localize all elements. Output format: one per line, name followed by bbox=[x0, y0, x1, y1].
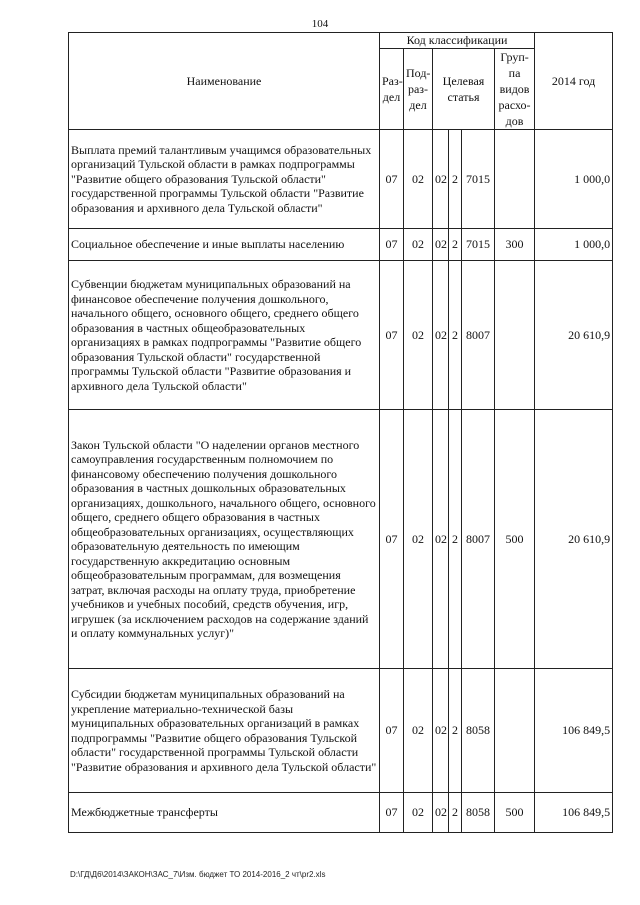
row-razdel: 07 bbox=[380, 669, 404, 793]
table-row bbox=[69, 229, 613, 261]
row-podrazdel: 02 bbox=[404, 669, 433, 793]
row-name: Межбюджетные трансферты bbox=[69, 793, 380, 833]
row-podrazdel: 02 bbox=[404, 261, 433, 410]
row-group bbox=[495, 261, 535, 410]
row-razdel: 07 bbox=[380, 261, 404, 410]
row-target-c: 8007 bbox=[462, 261, 495, 410]
row-group: 300 bbox=[495, 229, 535, 261]
header-classification: Код классификации bbox=[380, 33, 535, 49]
row-target-b: 2 bbox=[449, 410, 462, 669]
row-name: Выплата премий талантливым учащимся образовательных организаций Тульской области в рамках подпрограммы "Развитие общего образования Тульской области" государственной программы Тульской области "Развитие образования и архивного дела Тульской области" bbox=[69, 130, 380, 229]
row-target-a: 02 bbox=[433, 669, 449, 793]
row-target-b: 2 bbox=[449, 261, 462, 410]
row-razdel: 07 bbox=[380, 410, 404, 669]
header-name: Наименование bbox=[69, 33, 380, 130]
row-target-b: 2 bbox=[449, 669, 462, 793]
row-target-b: 2 bbox=[449, 130, 462, 229]
row-name: Закон Тульской области "О наделении органов местного самоуправления государственным полномочием по финансовому обеспечению получения дошкольного образования в частных дошкольных образовательных организациях, дошкольного, начального общего, основного общего, среднего общего образования в частных общеобразовательных организациях, осуществляющих образовательную деятельность по имеющим государственную аккредитацию основным общеобразовательным программам, для возмещения затрат, включая расходы на оплату труда, приобретение учебников и учебных пособий, средств обучения, игр, игрушек (за исключением расходов на содержание зданий и оплату коммунальных услуг)" bbox=[69, 410, 380, 669]
row-amount: 1 000,0 bbox=[535, 229, 613, 261]
row-amount: 20 610,9 bbox=[535, 410, 613, 669]
row-target-c: 8058 bbox=[462, 669, 495, 793]
table-row bbox=[69, 261, 613, 410]
row-podrazdel: 02 bbox=[404, 130, 433, 229]
row-target-a: 02 bbox=[433, 130, 449, 229]
row-name: Субвенции бюджетам муниципальных образований на финансовое обеспечение получения дошкольного, начального общего, основного общего, среднего общего образования в частных общеобразовательных организациях в рамках подпрограммы "Развитие общего образования Тульской области" государственной программы Тульской области "Развитие образования и архивного дела Тульской области" bbox=[69, 261, 380, 410]
table-row bbox=[69, 410, 613, 669]
row-group: 500 bbox=[495, 410, 535, 669]
table-row bbox=[69, 130, 613, 229]
row-target-a: 02 bbox=[433, 229, 449, 261]
row-target-a: 02 bbox=[433, 410, 449, 669]
row-target-b: 2 bbox=[449, 793, 462, 833]
table-row bbox=[69, 669, 613, 793]
row-amount: 106 849,5 bbox=[535, 669, 613, 793]
header-group: Груп- па видов расхо- дов bbox=[495, 49, 535, 130]
row-amount: 106 849,5 bbox=[535, 793, 613, 833]
row-target-a: 02 bbox=[433, 793, 449, 833]
row-group: 500 bbox=[495, 793, 535, 833]
header-target: Целевая статья bbox=[433, 49, 495, 130]
row-target-a: 02 bbox=[433, 261, 449, 410]
row-podrazdel: 02 bbox=[404, 410, 433, 669]
row-amount: 1 000,0 bbox=[535, 130, 613, 229]
row-podrazdel: 02 bbox=[404, 793, 433, 833]
file-path-footer: D:\ГД\Д6\2014\ЗАКОН\ЗАС_7\Изм. бюджет ТО 2014-2016_2 чт\pr2.xls bbox=[70, 870, 326, 879]
row-razdel: 07 bbox=[380, 229, 404, 261]
row-group bbox=[495, 669, 535, 793]
row-name: Субсидии бюджетам муниципальных образований на укрепление материально-технической базы муниципальных образовательных организаций в рамках подпрограммы "Развитие общего образования Тульской области" государственной программы Тульской области "Развитие образования и архивного дела Тульской области" bbox=[69, 669, 380, 793]
row-podrazdel: 02 bbox=[404, 229, 433, 261]
row-target-b: 2 bbox=[449, 229, 462, 261]
header-podrazdel: Под- раз- дел bbox=[404, 49, 433, 130]
row-target-c: 8007 bbox=[462, 410, 495, 669]
row-target-c: 7015 bbox=[462, 229, 495, 261]
row-group bbox=[495, 130, 535, 229]
row-name: Социальное обеспечение и иные выплаты населению bbox=[69, 229, 380, 261]
row-target-c: 8058 bbox=[462, 793, 495, 833]
page-number: 104 bbox=[311, 18, 329, 30]
row-target-c: 7015 bbox=[462, 130, 495, 229]
header-year: 2014 год bbox=[535, 33, 613, 130]
table-row bbox=[69, 793, 613, 833]
budget-table bbox=[68, 32, 613, 833]
row-amount: 20 610,9 bbox=[535, 261, 613, 410]
row-razdel: 07 bbox=[380, 793, 404, 833]
header-razdel: Раз- дел bbox=[380, 49, 404, 130]
row-razdel: 07 bbox=[380, 130, 404, 229]
